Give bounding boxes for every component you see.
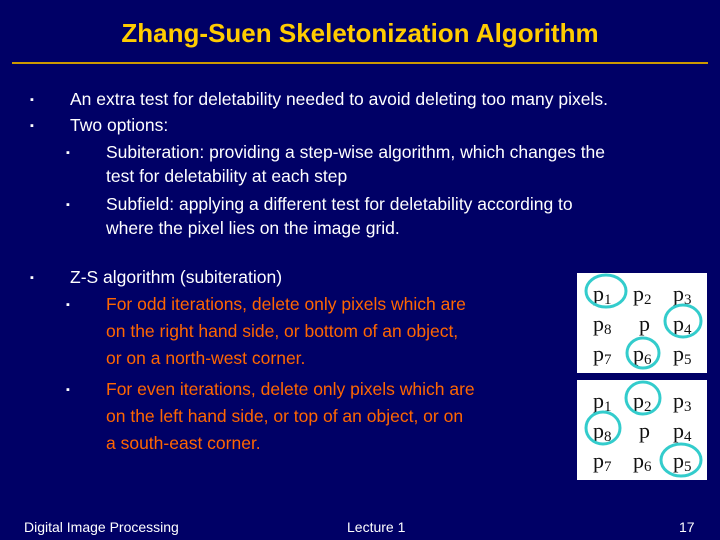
grid-cell: $p_6$ xyxy=(633,448,652,475)
sub-bullet-text: test for deletability at each step xyxy=(106,166,348,186)
grid-cell-label: 6 xyxy=(644,352,652,368)
grid-cell-label: 4 xyxy=(684,322,692,338)
sub-bullet-text: For odd iterations, delete only pixels which are xyxy=(106,294,466,314)
bullet-text: Two options: xyxy=(70,115,169,135)
grid-cell: p xyxy=(639,418,650,443)
bullet-marker: ▪ xyxy=(30,272,34,284)
page-number: 17 xyxy=(679,519,695,535)
grid-cell: $p_7$ xyxy=(593,448,612,475)
sub-bullet-text: where the pixel lies on the image grid. xyxy=(106,218,400,238)
grid-cell: $p_2$ xyxy=(633,281,652,308)
footer-lecture: Lecture 1 xyxy=(347,519,406,535)
bullet-text: Z-S algorithm (subiteration) xyxy=(70,267,283,287)
grid-cell-label: 2 xyxy=(644,292,652,308)
grid-cell-label: 7 xyxy=(604,459,612,475)
grid-cell-label: 8 xyxy=(604,429,612,445)
grid-cell-label: 5 xyxy=(684,459,692,475)
sub-bullet-marker: ▪ xyxy=(66,147,70,159)
grid-cell-label: 3 xyxy=(684,292,692,308)
grid-cell-label: 8 xyxy=(604,322,612,338)
sub-bullet-marker: ▪ xyxy=(66,299,70,311)
grid-cell: $p_8$ xyxy=(593,418,612,445)
sub-bullet-text: on the left hand side, or top of an object, or on xyxy=(106,406,464,426)
grid-cell: $p_3$ xyxy=(673,281,692,308)
sub-bullet-text: Subfield: applying a different test for deletability according to xyxy=(106,194,573,214)
grid-cell-label: 4 xyxy=(684,429,692,445)
sub-bullet-text: For even iterations, delete only pixels which are xyxy=(106,379,475,399)
grid-cell: $p_6$ xyxy=(633,341,652,368)
sub-bullet-text: Subiteration: providing a step-wise algorithm, which changes the xyxy=(106,142,606,162)
grid-cell: $p_7$ xyxy=(593,341,612,368)
sub-bullet-marker: ▪ xyxy=(66,384,70,396)
bullet-text: An extra test for deletability needed to avoid deleting too many pixels. xyxy=(70,89,608,109)
sub-bullet-text: or on a north-west corner. xyxy=(106,348,306,368)
highlight-circles xyxy=(577,273,707,373)
pixel-neighborhood-odd xyxy=(577,273,707,373)
grid-cell-label: 7 xyxy=(604,352,612,368)
grid-cell-label: 2 xyxy=(644,399,652,415)
grid-cell: $p_1$ xyxy=(593,388,612,415)
grid-cell-label: 1 xyxy=(604,292,612,308)
highlight-circles xyxy=(577,380,707,480)
sub-bullet-marker: ▪ xyxy=(66,199,70,211)
grid-cell-label: 1 xyxy=(604,399,612,415)
sub-bullet-text: on the right hand side, or bottom of an object, xyxy=(106,321,459,341)
bullet-marker: ▪ xyxy=(30,94,34,106)
title-divider xyxy=(12,62,708,64)
grid-cell-label: 6 xyxy=(644,459,652,475)
grid-cell: $p_2$ xyxy=(633,388,652,415)
grid-cell: $p_1$ xyxy=(593,281,612,308)
slide-title: Zhang-Suen Skeletonization Algorithm xyxy=(121,18,599,48)
grid-cell: $p_4$ xyxy=(673,418,692,445)
grid-cell: $p_4$ xyxy=(673,311,692,338)
pixel-neighborhood-even xyxy=(577,380,707,480)
sub-bullet-text: a south-east corner. xyxy=(106,433,261,453)
grid-cell-label: 3 xyxy=(684,399,692,415)
grid-cell-label: 5 xyxy=(684,352,692,368)
grid-cell: $p_5$ xyxy=(673,341,692,368)
bullet-marker: ▪ xyxy=(30,120,34,132)
grid-cell: $p_8$ xyxy=(593,311,612,338)
grid-cell: $p_5$ xyxy=(673,448,692,475)
grid-cell: p xyxy=(639,311,650,336)
grid-cell: $p_3$ xyxy=(673,388,692,415)
footer-course: Digital Image Processing xyxy=(24,519,179,535)
